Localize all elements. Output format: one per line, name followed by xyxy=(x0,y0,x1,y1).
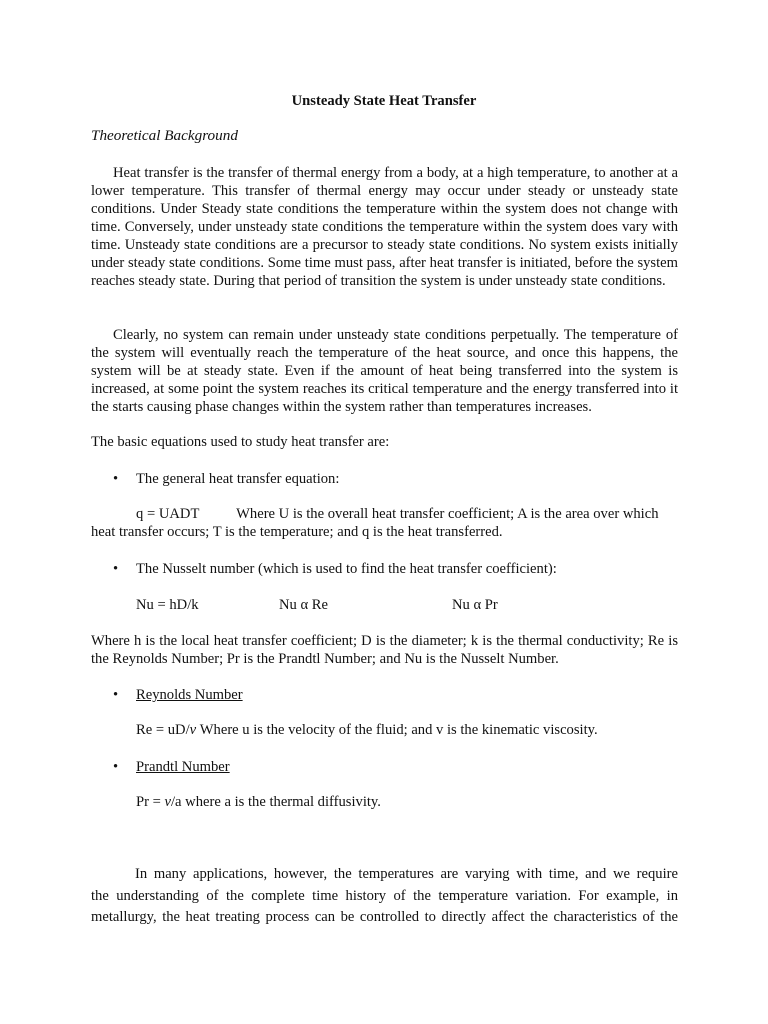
bullet-marker: • xyxy=(113,759,119,775)
paragraph-intro: Heat transfer is the transfer of thermal energy from a body, at a high temperature, to another at a lower temperature. This transfer of thermal energy may occur under steady or unsteady state conditions. Under Steady state conditions the temperature within the system does not change with time. Conversely, under unsteady state conditions the temperature within the system does vary with time. Unsteady state conditions are a precursor to steady state conditions. No system exists initially under steady state conditions. Some time must pass, after heat transfer is initiated, before the system reaches steady state. During that period of transition the system is under unsteady state conditions. xyxy=(91,165,678,289)
equation-general-continued: heat transfer occurs; T is the temperature; and q is the heat transferred. xyxy=(91,524,503,540)
bullet-marker: • xyxy=(113,561,119,577)
nusselt-prandtl-relation: Nu α Pr xyxy=(452,597,498,613)
reynolds-formula: Re = uD/ xyxy=(136,722,190,738)
reynolds-description: Where u is the velocity of the fluid; and v is the kinematic viscosity. xyxy=(196,722,598,738)
bullet-marker: • xyxy=(113,687,119,703)
equations-intro: The basic equations used to study heat transfer are: xyxy=(91,434,390,450)
paragraph-steady-state: Clearly, no system can remain under unsteady state conditions perpetually. The temperature of the system will eventually reach the temperature of the heat source, and once this happens, the system will be at steady state. Even if the amount of heat being transferred into the system is increased, at some point the system reaches its critical temperature and the energy transferred into it the starts causing phase changes within the system rather than temperatures increases. xyxy=(91,327,678,415)
prandtl-formula-start: Pr = xyxy=(136,794,165,810)
nusselt-reynolds-relation: Nu α Re xyxy=(279,597,328,613)
prandtl-formula-end: /a where a is the thermal diffusivity. xyxy=(171,794,381,810)
text-line: the understanding of the complete time history of the temperature variation. For example, in xyxy=(91,887,678,904)
page-title: Unsteady State Heat Transfer xyxy=(291,93,477,109)
reynolds-equation xyxy=(136,722,598,739)
bullet-label: Reynolds Number xyxy=(136,687,243,703)
bullet-label: The general heat transfer equation: xyxy=(136,471,340,487)
bullet-label: Prandtl Number xyxy=(136,759,230,775)
nu-symbol: ν xyxy=(164,794,171,810)
prandtl-equation xyxy=(136,794,381,811)
nu-symbol: ν xyxy=(189,722,197,738)
section-heading: Theoretical Background xyxy=(91,127,238,144)
formula-q-description: Where U is the overall heat transfer coefficient; A is the area over which xyxy=(236,506,659,522)
nusselt-formula: Nu = hD/k xyxy=(136,597,199,613)
bullet-marker: • xyxy=(113,471,119,487)
text-line: metallurgy, the heat treating process can be controlled to directly affect the characteristics of the xyxy=(91,909,678,925)
definitions-paragraph: Where h is the local heat transfer coefficient; D is the diameter; k is the thermal conductivity; Re is the Reynolds Number; Pr is the Prandtl Number; and Nu is the Nusselt Number. xyxy=(91,633,678,667)
paragraph-time-history xyxy=(91,864,678,929)
bullet-label: The Nusselt number (which is used to find the heat transfer coefficient): xyxy=(136,561,557,577)
equation-general xyxy=(136,506,659,523)
formula-q: q = UADT xyxy=(136,506,200,522)
text-line: In many applications, however, the temperatures are varying with time, and we require xyxy=(135,866,678,882)
